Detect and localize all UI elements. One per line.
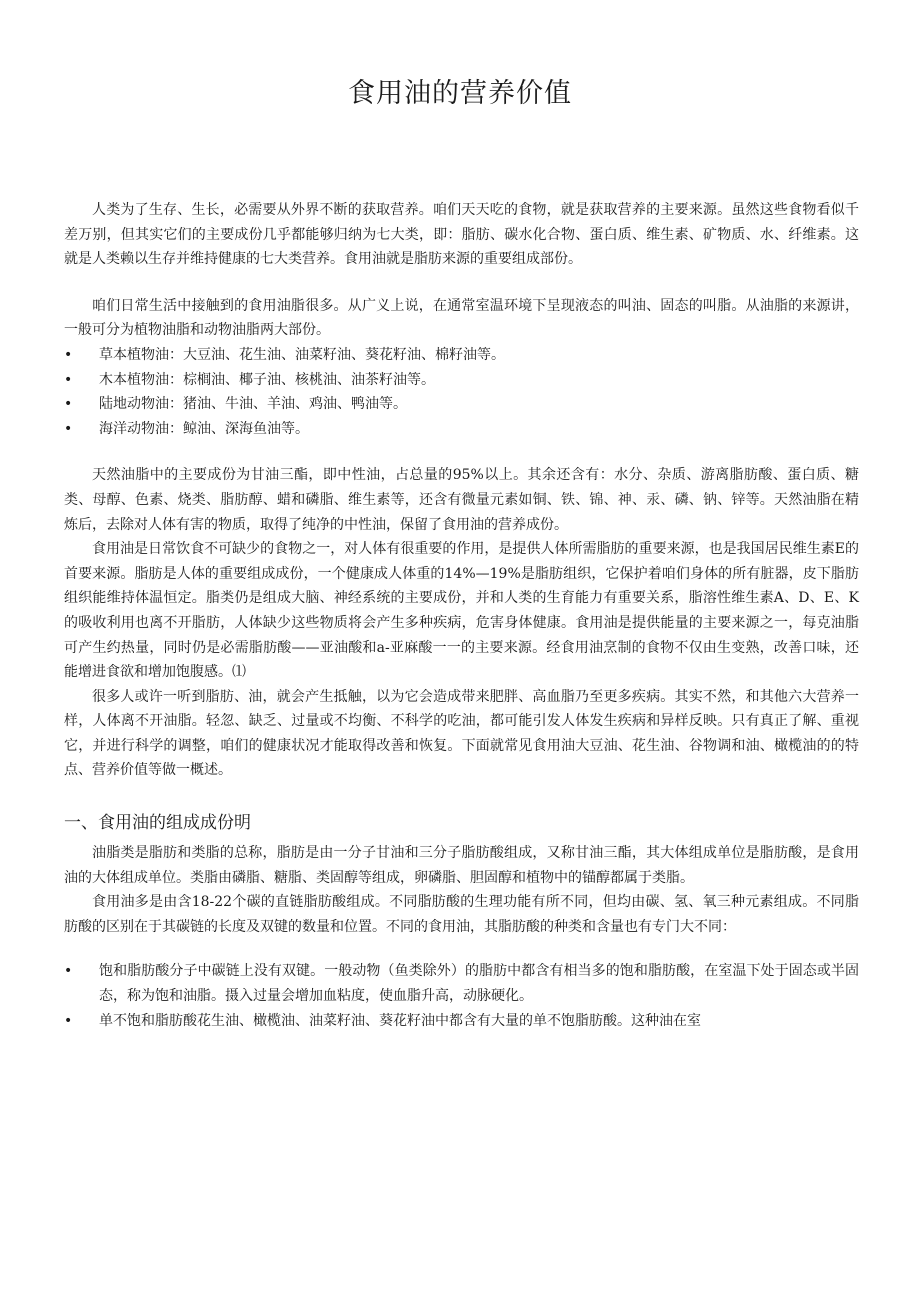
intro-paragraph-1: 人类为了生存、生长，必需要从外界不断的获取营养。咱们天天吃的食物，就是获取营养的主要来源。虽然这些食物看似千差万别，但其实它们的主要成份几乎都能够归纳为七大类，即：脂肪、碳水化合物、蛋白质、维生素、矿物质、水、纤维素。这就是人类赖以生存并维持健康的七大类营养。食用油就是脂肪来源的重要组成部份。 [64, 202, 859, 268]
body-paragraph-4: 食用油是日常饮食不可缺少的食物之一，对人体有很重要的作用，是提供人体所需脂肪的重要来源，也是我国居民维生素E的首要来源。脂肪是人体的重要组成成份，一个健康成人体重的14%—19%是脂肪组织，它保护着咱们身体的所有脏器，皮下脂肪组织能维持体温恒定。脂类仍是组成大脑、神经系统的主要成份，并和人类的生育能力有重要关系，脂溶性维生素A、D、E、K的吸收利用也离不开脂肪，人体缺少这些物质将会产生多种疾病，危害身体健康。食用油是提供能量的主要来源之一，每克油脂可产生约热量，同时仍是必需脂肪酸——亚油酸和a-亚麻酸一一的主要来源。经食用油烹制的食物不仅由生变熟，改善口味，还能增进食欲和增加饱腹感。⑴ [64, 541, 859, 681]
body-paragraph-3: 天然油脂中的主要成份为甘油三酯，即中性油，占总量的95%以上。其余还含有：水分、杂质、游离脂肪酸、蛋白质、糖类、母醇、色素、烧类、脂肪醇、蜡和磷脂、维生素等，还含有微量元素如铜、铁、锦、神、汞、磷、钠、锌等。天然油脂在精炼后，去除对人体有害的物质，取得了纯净的中性油，保留了食用油的营养成份。 [64, 467, 859, 533]
list-item-text: 单不饱和脂肪酸花生油、橄榄油、油菜籽油、葵花籽油中都含有大量的单不饱脂肪酸。这种油在室 [99, 1012, 701, 1029]
list-item [64, 343, 859, 368]
list-item [64, 392, 859, 417]
list-item [64, 368, 859, 393]
list-item [64, 417, 859, 442]
list-item [64, 959, 859, 1008]
intro-paragraph-2: 咱们日常生活中接触到的食用油脂很多。从广义上说，在通常室温环境下呈现液态的叫油、固态的叫脂。从油脂的来源讲，一般可分为植物油脂和动物油脂两大部份。 [64, 297, 859, 339]
list-item-text: 陆地动物油：猪油、牛油、羊油、鸡油、鸭油等。 [99, 396, 407, 413]
section-paragraph-2: 食用油多是由含18-22个碳的直链脂肪酸组成。不同脂肪酸的生理功能有所不同，但均由碳、氢、氧三种元素组成。不同脂肪酸的区别在于其碳链的长度及双键的数量和位置。不同的食用油，其脂肪酸的种类和含量也有专门大不同： [64, 894, 859, 935]
list-item-text: 饱和脂肪酸分子中碳链上没有双键。一般动物（鱼类除外）的脂肪中都含有相当多的饱和脂肪酸，在室温下处于固态或半固态，称为饱和油脂。摄入过量会增加血粘度，使血脂升高，动脉硬化。 [99, 963, 859, 1005]
document-body [64, 198, 859, 1033]
list-item-text: 木本植物油：棕榈油、椰子油、核桃油、油茶籽油等。 [99, 371, 435, 388]
bullet-icon: • [64, 1012, 73, 1029]
bullet-icon: • [64, 963, 73, 980]
section-paragraph-1: 油脂类是脂肪和类脂的总称，脂肪是由一分子甘油和三分子脂肪酸组成，又称甘油三酯，其大体组成单位是脂肪酸，是食用油的大体组成单位。类脂由磷脂、糖脂、类固醇等组成，卵磷脂、胆固醇和植物中的锚醇都属于类脂。 [64, 845, 859, 886]
paragraph-gap [64, 939, 859, 959]
list-item-text: 海洋动物油：鲸油、深海鱼油等。 [99, 420, 309, 437]
oil-source-list [64, 343, 859, 441]
body-paragraph-5: 很多人或许一听到脂肪、油，就会产生抵触，以为它会造成带来肥胖、高血脂乃至更多疾病。其实不然，和其他六大营养一样，人体离不开油脂。轻忽、缺乏、过量或不均衡、不科学的吃油，都可能引发人体发生疾病和异样反映。只有真正了解、重视它，并进行科学的调整，咱们的健康状况才能取得改善和恢复。下面就常见食用油大豆油、花生油、谷物调和油、橄榄油的的特点、营养价值等做一概述。 [64, 688, 859, 779]
list-item [64, 1009, 859, 1034]
list-item-text: 草本植物油：大豆油、花生油、油菜籽油、葵花籽油、棉籽油等。 [99, 346, 505, 363]
bullet-icon: • [64, 371, 73, 388]
section-heading: 一、食用油的组成成份明 [64, 813, 251, 834]
bullet-icon: • [64, 420, 73, 437]
bullet-icon: • [64, 396, 73, 413]
paragraph-gap [64, 441, 859, 463]
bullet-icon: • [64, 346, 73, 363]
paragraph-gap [64, 272, 859, 294]
fatty-acid-list [64, 959, 859, 1033]
page-title: 食用油的营养价值 [348, 78, 572, 109]
